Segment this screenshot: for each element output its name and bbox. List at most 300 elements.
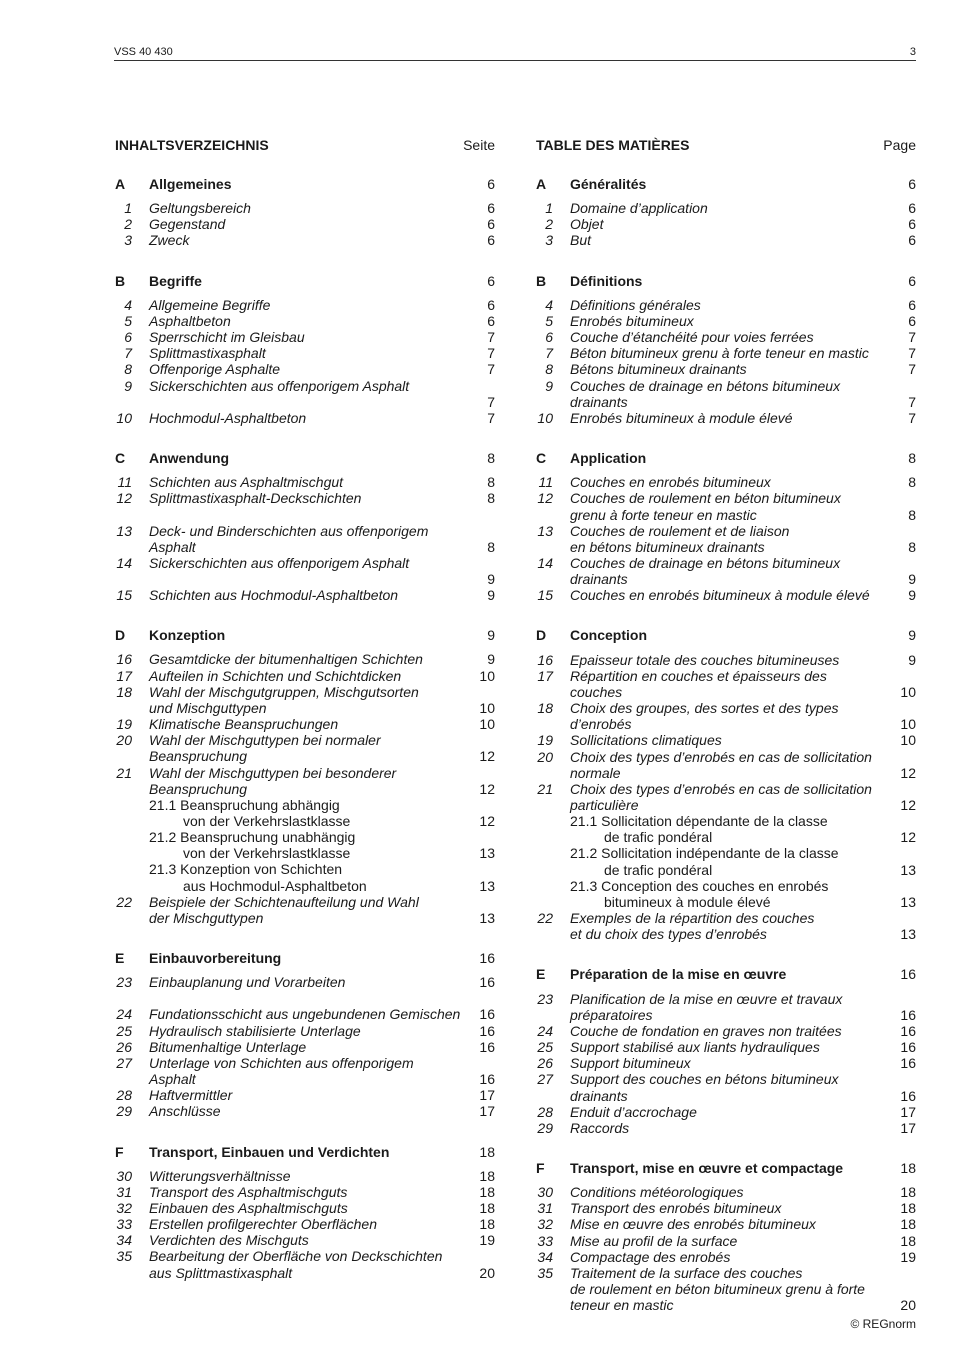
toc-entry[interactable] — [536, 781, 916, 813]
entry-number: 25 — [537, 1039, 553, 1056]
entry-label — [536, 1233, 916, 1249]
entry-page: 8 — [908, 538, 916, 555]
entry-label — [536, 1216, 916, 1232]
section-page: 18 — [479, 1143, 495, 1160]
section-heading[interactable] — [536, 1160, 916, 1176]
entry-line: d’enrobés — [570, 716, 632, 733]
toc-entry[interactable] — [115, 651, 495, 667]
toc-section — [536, 176, 916, 249]
entry-line: von der Verkehrslastklasse — [183, 813, 351, 829]
entry-line: Splittmastixasphalt — [149, 345, 266, 362]
entry-number: 18 — [116, 683, 132, 700]
toc-entry[interactable] — [115, 361, 495, 377]
entry-line: Transport des Asphaltmischguts — [149, 1183, 348, 1200]
entry-line: Einbauplanung und Vorarbeiten — [149, 974, 346, 991]
entry-page: 18 — [479, 1183, 495, 1200]
toc-entry[interactable] — [115, 1023, 495, 1039]
toc-entry[interactable] — [115, 894, 495, 926]
toc-entry[interactable] — [115, 555, 495, 587]
toc-german — [115, 137, 495, 1281]
entry-page: 7 — [908, 393, 916, 410]
entry-number: 1 — [545, 200, 553, 217]
entry-line: Schichten aus Hochmodul-Asphaltbeton — [149, 587, 399, 604]
entry-number: 2 — [545, 216, 553, 233]
entry-line: Enrobés bitumineux à module élevé — [570, 409, 793, 426]
toc-entry[interactable] — [536, 474, 916, 490]
entry-page: 13 — [900, 893, 916, 910]
entry-label — [536, 490, 916, 522]
entry-line: Bearbeitung der Oberfläche von Deckschichten — [149, 1248, 443, 1265]
entry-number: 35 — [537, 1264, 553, 1281]
entry-number: 10 — [116, 409, 132, 426]
section-letter: E — [115, 950, 125, 967]
toc-entry[interactable] — [115, 329, 495, 345]
toc-subentry[interactable] — [115, 797, 495, 829]
entry-page: 18 — [900, 1216, 916, 1233]
toc-entry[interactable] — [536, 232, 916, 248]
entry-number: 14 — [537, 554, 553, 571]
entry-label — [115, 1184, 495, 1200]
section-heading[interactable] — [536, 273, 916, 289]
entry-page: 13 — [479, 909, 495, 926]
toc-entry[interactable] — [115, 765, 495, 797]
toc-entry[interactable] — [536, 297, 916, 313]
toc-subentry[interactable] — [536, 878, 916, 910]
toc-entry[interactable] — [536, 361, 916, 377]
entry-line: Offenporige Asphalte — [149, 361, 281, 378]
toc-entry[interactable] — [536, 410, 916, 426]
entry-page: 16 — [479, 1071, 495, 1088]
entry-number: 17 — [116, 667, 132, 684]
section-spacer — [536, 603, 916, 627]
entry-label — [115, 861, 495, 893]
entry-line: Wahl der Mischguttypen bei normaler — [149, 732, 381, 749]
entry-line: Couches de drainage en bétons bitumineux — [570, 377, 841, 394]
entry-page: 7 — [487, 393, 495, 410]
entry-line: Schichten aus Asphaltmischgut — [149, 474, 344, 491]
entry-page: 13 — [479, 877, 495, 894]
section-heading[interactable] — [115, 450, 495, 466]
entry-label — [115, 1200, 495, 1216]
toc-section — [115, 450, 495, 603]
entry-line: Bétons bitumineux drainants — [570, 361, 747, 378]
entry-page: 8 — [908, 474, 916, 491]
toc-entry[interactable] — [536, 1233, 916, 1249]
section-spacer — [115, 426, 495, 450]
toc-entry[interactable] — [115, 200, 495, 216]
entry-label — [536, 1071, 916, 1103]
entry-label — [536, 410, 916, 426]
entry-number: 34 — [537, 1248, 553, 1265]
entry-label — [536, 378, 916, 410]
entry-page: 7 — [908, 329, 916, 346]
entry-page: 16 — [900, 1022, 916, 1039]
entry-line: drainants — [570, 1087, 628, 1104]
entry-line: Mise au profil de la surface — [570, 1232, 738, 1249]
entry-line: Transport des enrobés bitumineux — [570, 1200, 782, 1217]
entry-label — [536, 668, 916, 700]
entry-label — [115, 1087, 495, 1103]
toc-entry[interactable] — [536, 1120, 916, 1136]
page-number: 3 — [909, 46, 916, 58]
toc-entry[interactable] — [115, 474, 495, 490]
entry-line: und Mischguttypen — [149, 699, 267, 716]
entry-label — [536, 749, 916, 781]
toc-entry[interactable] — [115, 1039, 495, 1055]
entry-number: 19 — [537, 732, 553, 749]
entry-page: 6 — [487, 216, 495, 233]
entry-label — [115, 216, 495, 232]
entry-line: normale — [570, 764, 621, 781]
toc-entry[interactable] — [536, 1055, 916, 1071]
entry-line: Unterlage von Schichten aus offenporigem — [149, 1054, 414, 1071]
section-spacer — [536, 1136, 916, 1160]
entry-line: Couches de roulement en béton bitumineux — [570, 490, 841, 507]
entry-number: 27 — [537, 1071, 553, 1088]
entry-number: 3 — [545, 232, 553, 249]
toc-entry[interactable] — [115, 1006, 495, 1022]
entry-label — [115, 200, 495, 216]
entry-page: 6 — [908, 216, 916, 233]
entry-line: Répartition en couches et épaisseurs des couches — [570, 667, 827, 700]
entry-line: Objet — [570, 216, 604, 233]
toc-entry[interactable] — [115, 974, 495, 990]
entry-line: Asphalt — [149, 1071, 196, 1088]
entry-number: 33 — [116, 1216, 132, 1233]
entry-number: 19 — [116, 716, 132, 733]
section-heading[interactable] — [536, 450, 916, 466]
entry-number: 32 — [116, 1199, 132, 1216]
entry-number: 32 — [537, 1216, 553, 1233]
entry-label — [115, 1232, 495, 1248]
entry-number: 20 — [537, 748, 553, 765]
entry-line: Gegenstand — [149, 216, 226, 233]
toc-entry[interactable] — [115, 732, 495, 764]
toc-body — [536, 176, 916, 1313]
entry-page: 18 — [479, 1199, 495, 1216]
toc-subentry[interactable] — [536, 845, 916, 877]
entry-line: Support bitumineux — [570, 1055, 691, 1072]
toc-subentry[interactable] — [115, 829, 495, 861]
section-heading[interactable] — [536, 966, 916, 982]
entry-label — [536, 910, 916, 942]
toc-section — [536, 1160, 916, 1313]
toc-entry[interactable] — [536, 732, 916, 748]
entry-line: Asphalt — [149, 538, 196, 555]
entry-line: Enduit d’accrochage — [570, 1103, 697, 1120]
entry-line: Epaisseur totale des couches bitumineuses — [570, 651, 840, 668]
entry-line: Deck- und Binderschichten aus offenporigem — [149, 522, 429, 539]
entry-line: Klimatische Beanspruchungen — [149, 716, 339, 733]
entry-label — [115, 490, 495, 506]
toc-entry[interactable] — [115, 216, 495, 232]
entry-number: 7 — [124, 345, 132, 362]
entry-page: 9 — [487, 651, 495, 668]
entry-line: 21.3 Konzeption von Schichten — [149, 861, 343, 878]
toc-entry[interactable] — [536, 1265, 916, 1313]
toc-entry[interactable] — [115, 410, 495, 426]
entry-line: Asphaltbeton — [149, 312, 231, 329]
toc-entry[interactable] — [536, 1249, 916, 1265]
entry-number: 7 — [545, 345, 553, 362]
toc-entry[interactable] — [115, 313, 495, 329]
entry-page: 7 — [487, 361, 495, 378]
toc-entry[interactable] — [536, 1216, 916, 1232]
entry-label — [536, 1039, 916, 1055]
entry-label — [536, 345, 916, 361]
toc-french — [536, 137, 916, 1313]
entry-page: 10 — [900, 716, 916, 733]
toc-entry[interactable] — [536, 991, 916, 1023]
toc-entry[interactable] — [115, 490, 495, 506]
section-page: 6 — [908, 272, 916, 289]
entry-line: de trafic pondéral — [604, 829, 713, 846]
entry-page: 9 — [908, 587, 916, 604]
entry-label — [115, 1248, 495, 1280]
entry-label — [536, 297, 916, 313]
toc-section — [115, 627, 495, 926]
section-page: 9 — [487, 627, 495, 644]
section-page: 8 — [487, 450, 495, 467]
entry-line: Wahl der Mischguttypen bei besonderer — [149, 764, 397, 781]
toc-entry[interactable] — [536, 216, 916, 232]
entry-page: 12 — [900, 829, 916, 846]
toc-entry[interactable] — [536, 555, 916, 587]
entry-page: 7 — [487, 329, 495, 346]
toc-entry[interactable] — [115, 1168, 495, 1184]
entry-label — [115, 587, 495, 603]
entry-label — [115, 345, 495, 361]
toc-section — [536, 966, 916, 1136]
entry-number: 16 — [537, 651, 553, 668]
entry-number: 22 — [116, 893, 132, 910]
entry-label — [115, 716, 495, 732]
entry-line: Hochmodul-Asphaltbeton — [149, 409, 307, 426]
entry-label — [115, 1039, 495, 1055]
entry-number: 29 — [537, 1119, 553, 1136]
entry-page: 12 — [479, 748, 495, 765]
toc-entry[interactable] — [536, 378, 916, 410]
toc-entry[interactable] — [536, 587, 916, 603]
entry-line: Conditions météorologiques — [570, 1184, 744, 1201]
section-page: 18 — [900, 1159, 916, 1176]
toc-entry[interactable] — [536, 668, 916, 700]
entry-page: 18 — [900, 1184, 916, 1201]
toc-entry[interactable] — [115, 1232, 495, 1248]
toc-entry[interactable] — [115, 232, 495, 248]
toc-entry[interactable] — [115, 684, 495, 716]
section-letter: D — [115, 627, 126, 644]
entry-label — [536, 1249, 916, 1265]
toc-entry[interactable] — [536, 523, 916, 555]
toc-entry[interactable] — [115, 668, 495, 684]
toc-entry[interactable] — [536, 1023, 916, 1039]
toc-entry[interactable] — [536, 749, 916, 781]
entry-label — [536, 1200, 916, 1216]
section-heading[interactable] — [115, 627, 495, 643]
entry-label — [536, 1055, 916, 1071]
entry-number: 10 — [537, 409, 553, 426]
entry-label — [536, 652, 916, 668]
entry-label — [115, 1168, 495, 1184]
toc-entry[interactable] — [115, 1184, 495, 1200]
entry-line: Bitumenhaltige Unterlage — [149, 1038, 307, 1055]
entry-number: 26 — [116, 1038, 132, 1055]
entry-page: 10 — [900, 732, 916, 749]
entry-number: 5 — [124, 312, 132, 329]
entry-page: 7 — [487, 345, 495, 362]
entry-line: particulière — [570, 797, 639, 813]
entry-label — [536, 781, 916, 813]
entry-number: 22 — [537, 910, 553, 927]
entry-line: Einbauen des Asphaltmischguts — [149, 1199, 348, 1216]
section-spacer — [115, 249, 495, 273]
toc-entry[interactable] — [536, 652, 916, 668]
toc-entry[interactable] — [536, 1200, 916, 1216]
toc-entry[interactable] — [115, 378, 495, 410]
entry-label — [536, 1120, 916, 1136]
toc-entry[interactable] — [115, 587, 495, 603]
section-heading[interactable] — [536, 627, 916, 643]
entry-number: 6 — [124, 329, 132, 346]
toc-entry[interactable] — [115, 1055, 495, 1087]
entry-number: 12 — [537, 490, 553, 507]
entry-page: 6 — [487, 200, 495, 217]
entry-page: 8 — [487, 490, 495, 507]
section-title: Transport, mise en œuvre et compactage — [570, 1159, 844, 1176]
entry-label — [115, 378, 495, 410]
toc-entry[interactable] — [536, 1184, 916, 1200]
entry-label — [115, 523, 495, 555]
entry-page: 12 — [900, 797, 916, 813]
section-spacer — [115, 603, 495, 627]
entry-line: von der Verkehrslastklasse — [183, 845, 351, 862]
section-letter: E — [536, 966, 546, 983]
toc-title-row — [536, 137, 916, 153]
entry-page: 18 — [900, 1232, 916, 1249]
section-heading[interactable] — [115, 1144, 495, 1160]
entry-number: 14 — [116, 554, 132, 571]
entry-line: Traitement de la surface des couches — [570, 1264, 803, 1281]
entry-page: 20 — [479, 1264, 495, 1281]
section-heading[interactable] — [536, 176, 916, 192]
toc-entry[interactable] — [536, 200, 916, 216]
entry-line: Enrobés bitumineux — [570, 312, 694, 329]
entry-line: Sperrschicht im Gleisbau — [149, 329, 305, 346]
toc-entry[interactable] — [536, 329, 916, 345]
section-letter: F — [536, 1159, 545, 1176]
section-heading[interactable] — [115, 176, 495, 192]
entry-line: Splittmastixasphalt-Deckschichten — [149, 490, 362, 507]
entry-line: Couches de roulement et de liaison — [570, 522, 790, 539]
entry-number: 4 — [545, 296, 553, 313]
entry-page: 18 — [479, 1216, 495, 1233]
toc-entry[interactable] — [536, 1039, 916, 1055]
toc-entry[interactable] — [115, 345, 495, 361]
toc-title: INHALTSVERZEICHNIS — [115, 137, 269, 153]
entry-label — [536, 878, 916, 910]
entry-line: Wahl der Mischgutgruppen, Mischgutsorten — [149, 683, 419, 700]
entry-page: 17 — [479, 1087, 495, 1104]
entry-page: 20 — [900, 1297, 916, 1314]
toc-entry[interactable] — [115, 1200, 495, 1216]
toc-entry[interactable] — [115, 1087, 495, 1103]
toc-entry[interactable] — [536, 910, 916, 942]
entry-line: Compactage des enrobés — [570, 1248, 731, 1265]
entry-label — [115, 668, 495, 684]
toc-subentry[interactable] — [115, 861, 495, 893]
entry-line: Domaine d’application — [570, 200, 708, 217]
section-title: Définitions — [570, 272, 643, 289]
toc-entry[interactable] — [115, 523, 495, 555]
entry-label — [536, 200, 916, 216]
entry-line: de trafic pondéral — [604, 861, 713, 878]
toc-entry[interactable] — [115, 1103, 495, 1119]
entry-spacer — [115, 990, 495, 1006]
entry-number: 5 — [545, 312, 553, 329]
entry-number: 15 — [537, 587, 553, 604]
section-letter: F — [115, 1143, 124, 1160]
entry-line: Sickerschichten aus offenporigem Asphalt — [149, 554, 410, 571]
section-letter: D — [536, 627, 547, 644]
toc-section — [115, 950, 495, 1119]
entry-line: Couche d’étanchéité pour voies ferrées — [570, 329, 814, 346]
entry-label — [115, 329, 495, 345]
entry-page: 10 — [479, 699, 495, 716]
entry-number: 34 — [116, 1232, 132, 1249]
entry-page: 13 — [479, 845, 495, 862]
toc-entry[interactable] — [536, 1104, 916, 1120]
toc-section — [115, 1144, 495, 1281]
section-title: Conception — [570, 627, 647, 644]
page-header — [114, 44, 916, 61]
entry-line: Beanspruchung — [149, 748, 248, 765]
toc-entry[interactable] — [536, 1071, 916, 1103]
document-code: VSS 40 430 — [114, 46, 173, 58]
entry-page: 16 — [479, 1022, 495, 1039]
entry-label — [536, 232, 916, 248]
toc-title: TABLE DES MATIÈRES — [536, 137, 690, 153]
toc-subentry[interactable] — [536, 813, 916, 845]
toc-entry[interactable] — [115, 1216, 495, 1232]
entry-number: 35 — [116, 1248, 132, 1265]
entry-page: 6 — [908, 200, 916, 217]
toc-entry[interactable] — [536, 345, 916, 361]
section-letter: A — [115, 176, 126, 192]
entry-page: 6 — [908, 312, 916, 329]
toc-entry[interactable] — [115, 1248, 495, 1280]
entry-number: 6 — [545, 329, 553, 346]
entry-number: 26 — [537, 1055, 553, 1072]
entry-number: 21 — [116, 764, 132, 781]
entry-line: Gesamtdicke der bitumenhaltigen Schichten — [149, 651, 423, 668]
section-letter: C — [536, 450, 547, 467]
entry-line: bitumineux à module élevé — [604, 893, 771, 910]
entry-line: Couches de drainage en bétons bitumineux — [570, 554, 841, 571]
entry-label — [115, 313, 495, 329]
entry-page: 7 — [908, 361, 916, 378]
section-title: Konzeption — [149, 627, 226, 644]
toc-entry[interactable] — [115, 297, 495, 313]
section-heading[interactable] — [115, 273, 495, 289]
toc-entry[interactable] — [536, 490, 916, 522]
section-heading[interactable] — [115, 950, 495, 966]
toc-entry[interactable] — [536, 700, 916, 732]
toc-entry[interactable] — [115, 716, 495, 732]
entry-label — [115, 1103, 495, 1119]
toc-entry[interactable] — [536, 313, 916, 329]
entry-line: Support des couches en bétons bitumineux — [570, 1071, 839, 1088]
